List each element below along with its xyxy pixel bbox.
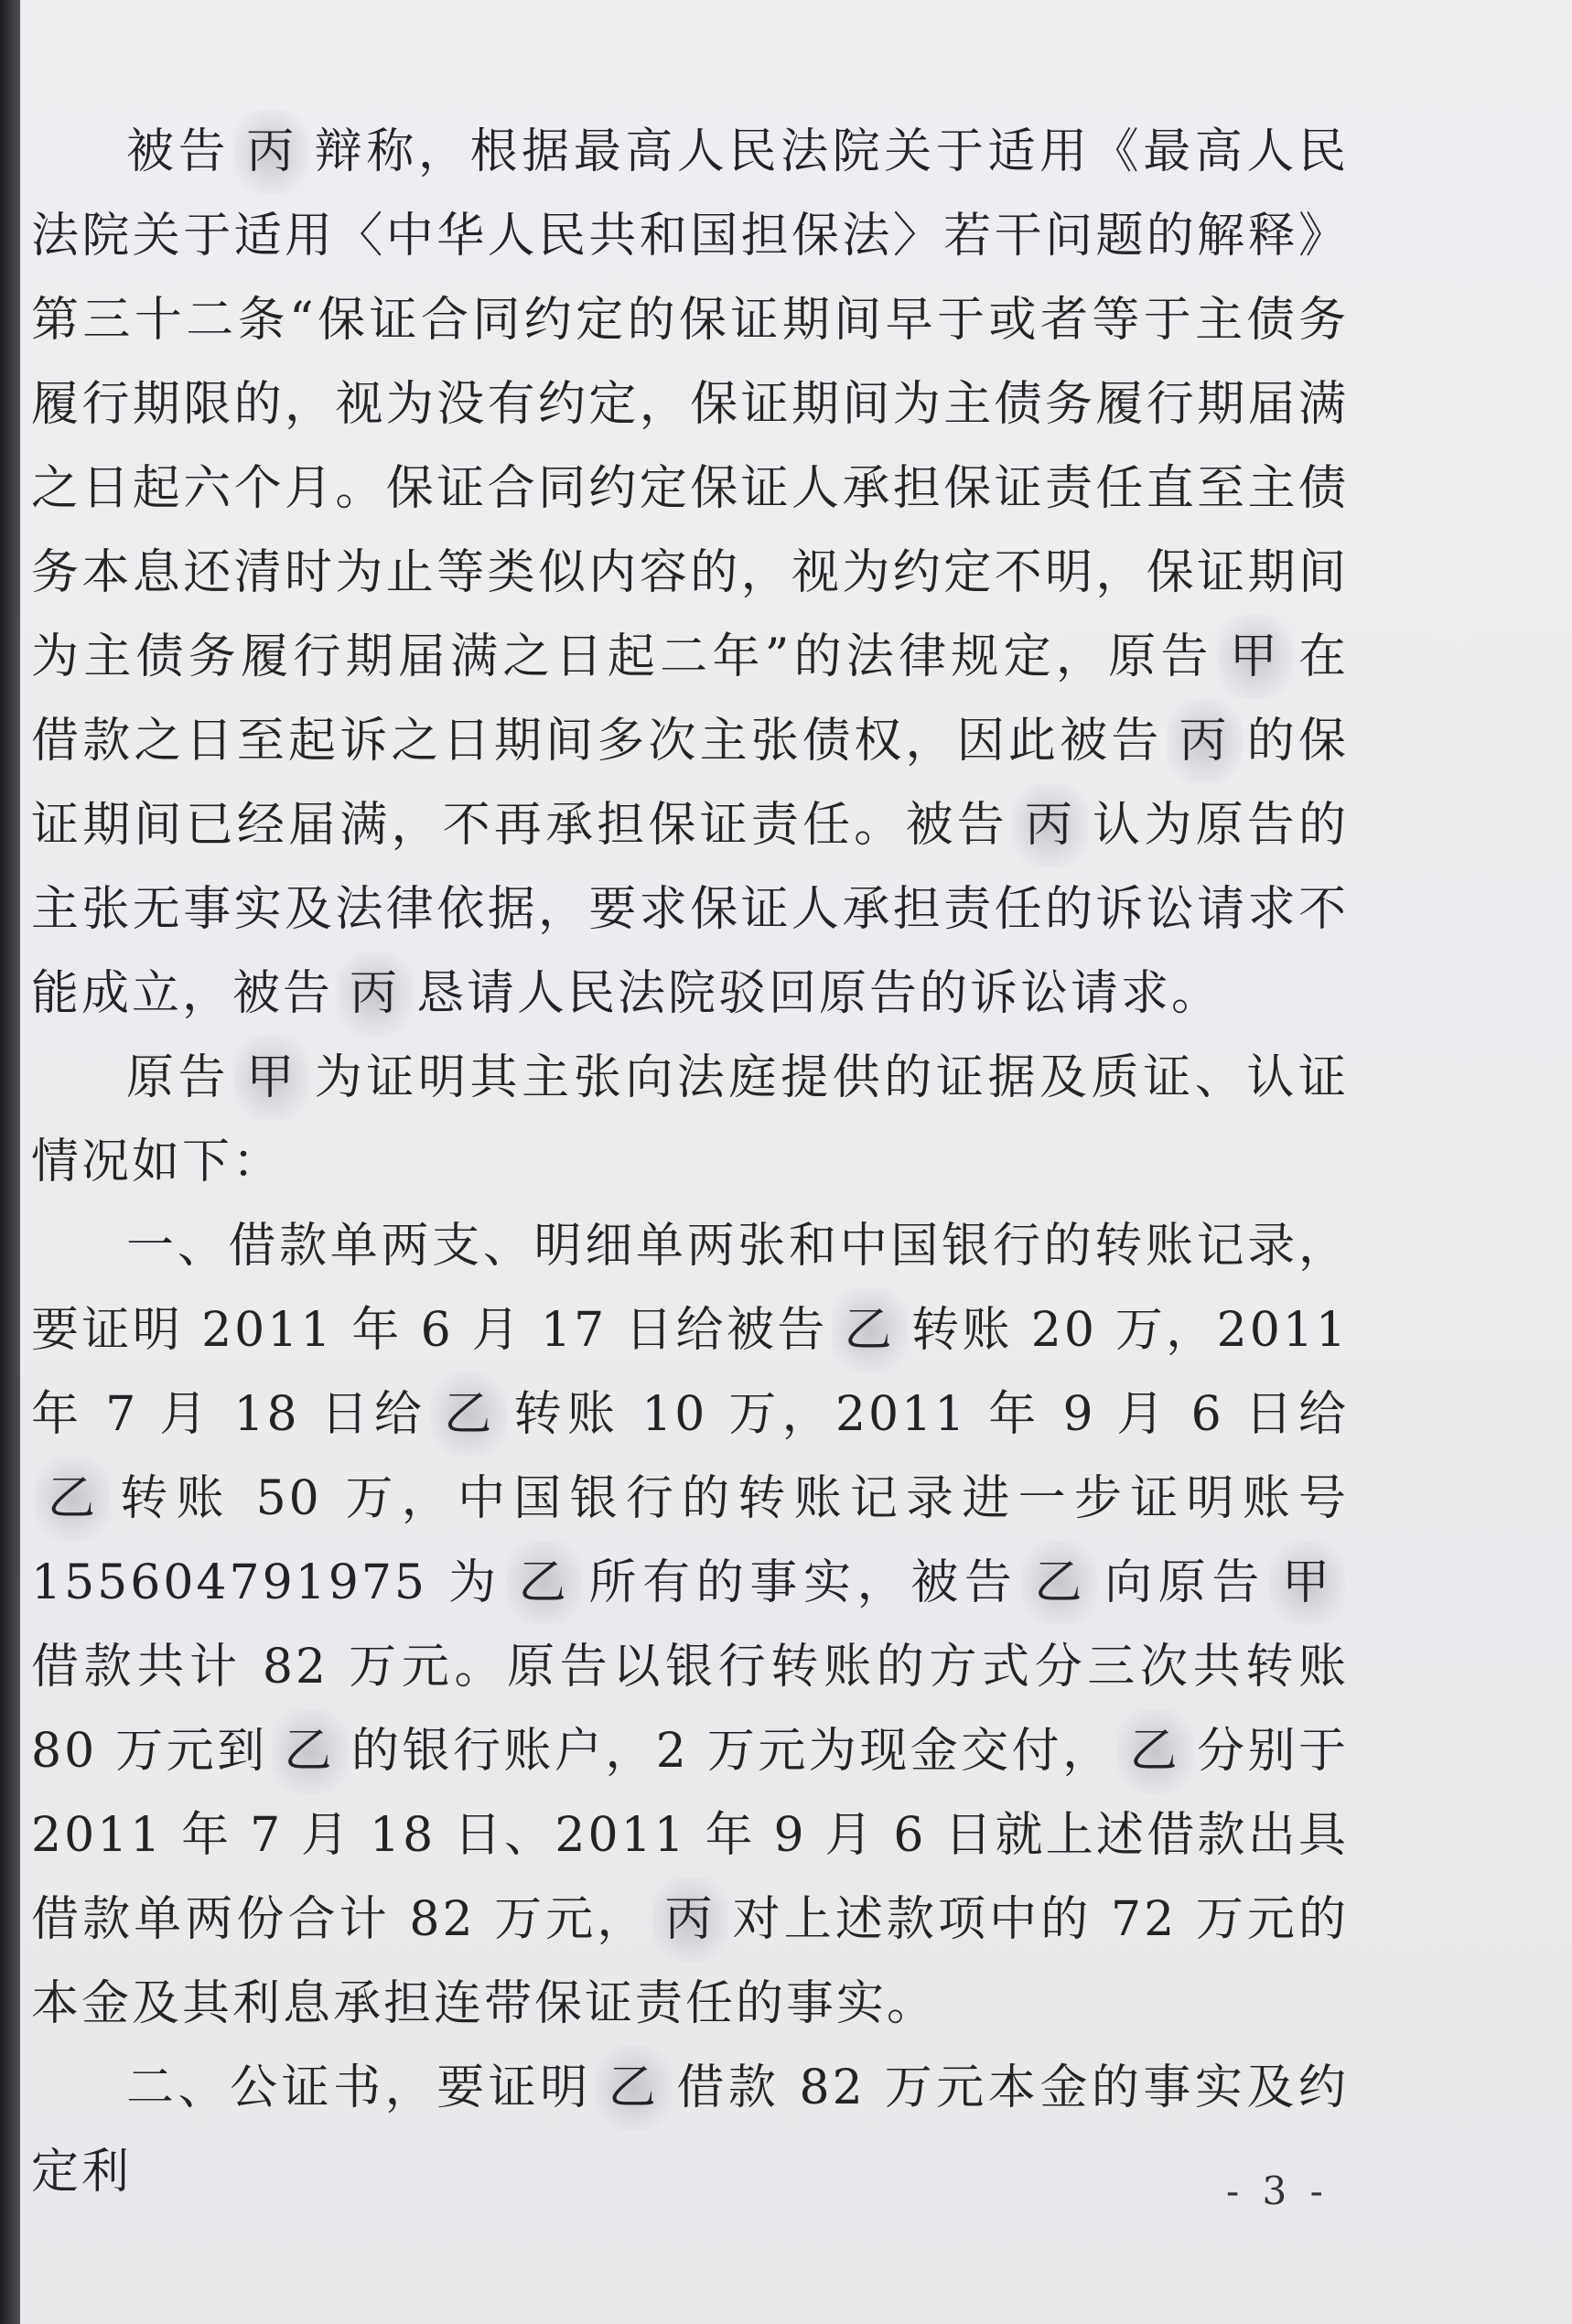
- paragraph-text: 为证明其主张向法庭提供的证据及质证、认证情况如下：: [31, 1050, 1349, 1189]
- paragraph-text: 在借款之日至起诉之日期间多次主张债权，因此被告: [31, 629, 1349, 769]
- paragraph-text: 恳请人民法院驳回原告的诉讼请求。: [416, 966, 1222, 1021]
- redacted-party-name: 丙: [233, 110, 309, 194]
- paragraph-text: 转账 20 万，2011 年 7 月 18 日给: [31, 1303, 1349, 1442]
- redacted-party-name: 丙: [1167, 699, 1243, 783]
- redacted-party-name: 丙: [1012, 783, 1088, 867]
- paragraph-evidence-1: [31, 1204, 1349, 2046]
- paragraph-text: 借款 82 万元本金的事实及约定利: [31, 2060, 1349, 2200]
- paragraph-text: 一、借款单两支、明细单两张和中国银行的转账记录，要证明 2011 年 6 月 17 日给被告: [31, 1219, 1349, 1358]
- redacted-party-name: 甲: [1217, 615, 1293, 699]
- redacted-party-name: 乙: [832, 1288, 908, 1372]
- paragraph-text: 二、公证书，要证明: [126, 2060, 592, 2115]
- paragraph-text: 分别于 2011 年 7 月 18 日、2011 年 9 月 6 日就上述借款出具借款单两份合计 82 万元，: [31, 1724, 1349, 1947]
- redacted-party-name: 乙: [35, 1457, 111, 1541]
- paragraph-text: 的银行账户，2 万元为现金交付，: [350, 1724, 1114, 1779]
- redacted-party-name: 乙: [1117, 1709, 1193, 1793]
- redacted-party-name: 乙: [272, 1709, 348, 1793]
- paragraph-text: 辩称，根据最高人民法院关于适用《最高人民法院关于适用〈中华人民共和国担保法〉若干问题的解释》第三十二条“保证合同约定的保证期间早于或者等于主债务履行期限的，视为没有约定，保证期间为主债务履行期届满之日起六个月。保证合同约定保证人承担保证责任直至主债务本息还清时为止等类似内容的，视为约定不明，保证期间为主债务履行期届满之日起二年”的法律规定，原告: [31, 124, 1349, 684]
- paragraph-text: 转账 10 万，2011 年 9 月 6 日给: [511, 1387, 1349, 1442]
- redacted-party-name: 乙: [506, 1541, 582, 1625]
- redacted-party-name: 乙: [596, 2046, 672, 2130]
- paragraph-defense: [31, 110, 1349, 1036]
- page-number: - 3 -: [1226, 2168, 1329, 2213]
- page-binding-edge: [0, 0, 20, 2324]
- paragraph-text: 所有的事实，被告: [585, 1555, 1018, 1610]
- paragraph-text: 被告: [126, 124, 231, 179]
- paragraph-text: 借款共计 82 万元。原告以银行转账的方式分三次共转账 80 万元到: [31, 1640, 1349, 1779]
- paragraph-text: 转账 50 万，中国银行的转账记录进一步证明账号 155604791975 为: [31, 1471, 1349, 1610]
- paragraph-text: 认为原告的主张无事实及法律依据，要求保证人承担责任的诉讼请求不能成立，被告: [31, 798, 1349, 1021]
- paragraph-evidence-2: [31, 2046, 1349, 2214]
- paragraph-text: 原告: [126, 1050, 231, 1105]
- paragraph-evidence-intro: [31, 1036, 1349, 1204]
- document-body: [31, 110, 1349, 2214]
- redacted-party-name: 乙: [1021, 1541, 1097, 1625]
- redacted-party-name: 甲: [233, 1036, 309, 1120]
- redacted-party-name: 丙: [652, 1877, 728, 1962]
- redacted-party-name: 丙: [337, 952, 413, 1036]
- redacted-party-name: 乙: [431, 1372, 507, 1457]
- paragraph-text: 的保证期间已经届满，不再承担保证责任。被告: [31, 714, 1349, 853]
- paragraph-text: 向原告: [1101, 1555, 1265, 1610]
- paragraph-text: 对上述款项中的 72 万元的本金及其利息承担连带保证责任的事实。: [31, 1892, 1350, 2031]
- redacted-party-name: 甲: [1269, 1541, 1345, 1625]
